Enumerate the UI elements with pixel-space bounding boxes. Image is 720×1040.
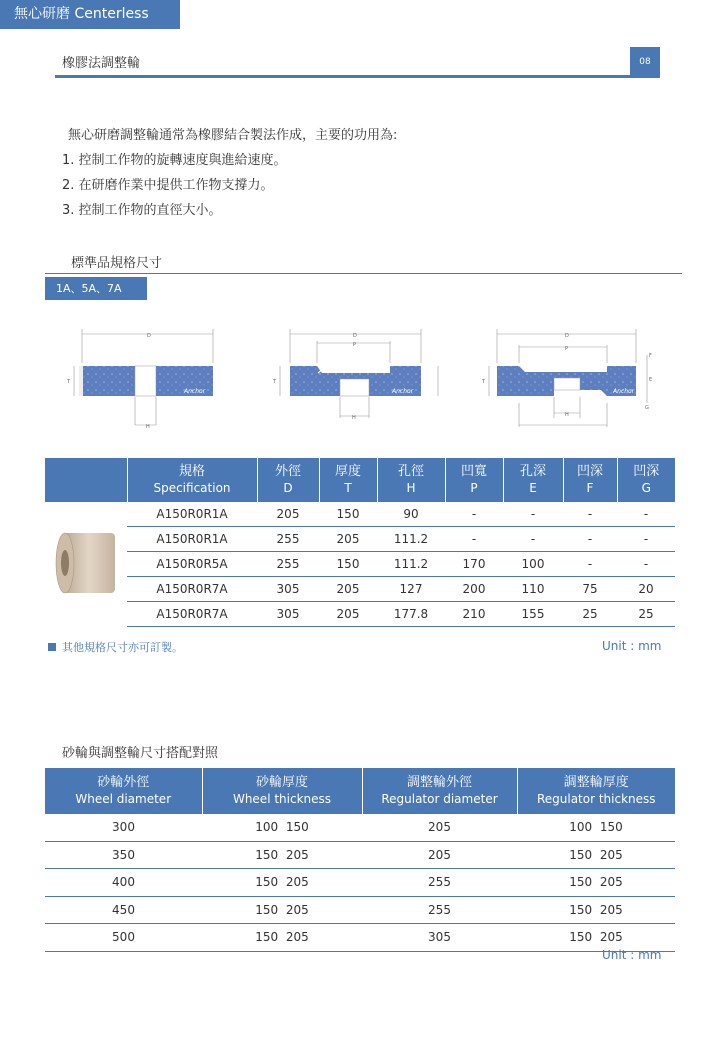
intro-point: 3. 控制工作物的直徑大小。: [62, 203, 222, 218]
cell-d: 255: [257, 527, 319, 552]
regulating-wheel-photo: [51, 523, 121, 603]
cell-p: 170: [445, 552, 503, 577]
cell-f: 75: [563, 577, 617, 602]
header-p: 凹寬 P: [445, 458, 503, 502]
diagram-type-5a: [270, 323, 445, 433]
product-photo: [45, 502, 127, 627]
dim-label: T: [67, 379, 71, 385]
cell-f: -: [563, 552, 617, 577]
cell-e: 110: [503, 577, 563, 602]
cell-d: 305: [257, 577, 319, 602]
header-d: 外徑 D: [257, 458, 319, 502]
table-row: [45, 602, 675, 627]
cell-g: -: [617, 552, 675, 577]
cell-e: -: [503, 527, 563, 552]
section-rule: [55, 75, 630, 78]
cell-p: 200: [445, 577, 503, 602]
cell-t: 205: [319, 577, 377, 602]
dim-label: D: [147, 333, 151, 339]
cell-h: 127: [377, 577, 445, 602]
match-unit: Unit : mm: [602, 948, 662, 962]
header-g: 凹深 G: [617, 458, 675, 502]
cell-t: 205: [319, 602, 377, 627]
table-row: [45, 869, 675, 897]
section-title: 橡膠法調整輪: [62, 56, 141, 71]
match-table: [45, 768, 675, 952]
cell-spec: A150R0R7A: [127, 602, 257, 627]
intro-point: 1. 控制工作物的旋轉速度與進給速度。: [62, 153, 287, 168]
intro-text: [62, 123, 397, 223]
header-wheel-diameter: 砂輪外徑 Wheel diameter: [45, 768, 202, 814]
dim-label: E: [649, 377, 653, 383]
cell-regulator-diameter: 305: [362, 924, 517, 952]
dim-label: H: [352, 415, 356, 421]
header-t: 厚度 T: [319, 458, 377, 502]
cell-wheel-thickness: 150 205: [202, 896, 362, 924]
cell-p: -: [445, 527, 503, 552]
standard-title: 標準品規格尺寸: [71, 256, 163, 271]
dim-label: T: [273, 379, 277, 385]
spec-header-row: [45, 458, 675, 502]
cell-wheel-thickness: 150 205: [202, 841, 362, 869]
cell-d: 305: [257, 602, 319, 627]
cell-regulator-thickness: 150 205: [517, 896, 675, 924]
cell-wheel-diameter: 350: [45, 841, 202, 869]
table-row: [45, 841, 675, 869]
cell-f: -: [563, 502, 617, 527]
types-tab: 1A、5A、7A: [45, 277, 147, 300]
cell-wheel-thickness: 150 205: [202, 924, 362, 952]
cell-wheel-diameter: 400: [45, 869, 202, 897]
table-row: [45, 527, 675, 552]
header-h: 孔徑 H: [377, 458, 445, 502]
page-number: 08: [630, 47, 660, 78]
cell-d: 205: [257, 502, 319, 527]
dim-label: G: [645, 405, 649, 411]
table-row: [45, 814, 675, 841]
header-spec: 規格 Specification: [127, 458, 257, 502]
bullet-square-icon: [48, 643, 56, 651]
cell-g: -: [617, 527, 675, 552]
cell-regulator-thickness: 150 205: [517, 841, 675, 869]
cell-h: 177.8: [377, 602, 445, 627]
cell-regulator-thickness: 150 205: [517, 869, 675, 897]
header-blank: [45, 458, 127, 502]
cell-wheel-diameter: 300: [45, 814, 202, 841]
header-f: 凹深 F: [563, 458, 617, 502]
header-regulator-thickness: 調整輪厚度 Regulator thickness: [517, 768, 675, 814]
diagram-type-1a: [62, 323, 222, 433]
cell-wheel-thickness: 100 150: [202, 814, 362, 841]
brand-mark: Anchor: [613, 388, 635, 395]
cell-regulator-diameter: 255: [362, 896, 517, 924]
cell-spec: A150R0R7A: [127, 577, 257, 602]
cell-h: 111.2: [377, 552, 445, 577]
dim-label: F: [649, 353, 652, 359]
cell-spec: A150R0R1A: [127, 502, 257, 527]
cell-d: 255: [257, 552, 319, 577]
table-row: [45, 552, 675, 577]
dim-label: P: [565, 346, 569, 352]
spec-table: [45, 458, 675, 627]
cell-g: 20: [617, 577, 675, 602]
dim-label: T: [482, 379, 486, 385]
dim-label: D: [353, 333, 357, 339]
cell-spec: A150R0R1A: [127, 527, 257, 552]
cell-regulator-diameter: 205: [362, 841, 517, 869]
cell-t: 150: [319, 552, 377, 577]
cell-g: 25: [617, 602, 675, 627]
header-regulator-diameter: 調整輪外徑 Regulator diameter: [362, 768, 517, 814]
dim-label: D: [565, 333, 569, 339]
cell-p: -: [445, 502, 503, 527]
spec-unit: Unit : mm: [602, 639, 662, 653]
header-e: 孔深 E: [503, 458, 563, 502]
cell-t: 150: [319, 502, 377, 527]
cell-e: -: [503, 502, 563, 527]
intro-point: 2. 在研磨作業中提供工作物支撐力。: [62, 178, 274, 193]
diagram-type-7a: [477, 323, 662, 433]
cell-e: 155: [503, 602, 563, 627]
cell-spec: A150R0R5A: [127, 552, 257, 577]
cell-regulator-diameter: 255: [362, 869, 517, 897]
intro-lead: 無心研磨調整輪通常為橡膠結合製法作成，主要的功用為:: [68, 128, 398, 143]
table-row: [45, 502, 675, 527]
table-row: [45, 924, 675, 952]
table-row: [45, 896, 675, 924]
cell-regulator-diameter: 205: [362, 814, 517, 841]
match-header-row: [45, 768, 675, 814]
cell-g: -: [617, 502, 675, 527]
cell-t: 205: [319, 527, 377, 552]
cell-h: 90: [377, 502, 445, 527]
cell-regulator-thickness: 150 205: [517, 924, 675, 952]
dim-label: H: [146, 424, 150, 430]
cell-h: 111.2: [377, 527, 445, 552]
cell-wheel-diameter: 500: [45, 924, 202, 952]
cell-wheel-diameter: 450: [45, 896, 202, 924]
dim-label: P: [353, 342, 357, 348]
cell-p: 210: [445, 602, 503, 627]
table-row: [45, 577, 675, 602]
brand-header: 無心研磨 Centerless: [0, 0, 180, 29]
custom-size-note: 其他規格尺寸亦可訂製。: [48, 639, 183, 655]
cell-e: 100: [503, 552, 563, 577]
match-title: 砂輪與調整輪尺寸搭配對照: [62, 746, 219, 761]
cell-f: 25: [563, 602, 617, 627]
brand-mark: Anchor: [184, 388, 206, 395]
standard-rule: [45, 273, 682, 274]
cell-f: -: [563, 527, 617, 552]
header-wheel-thickness: 砂輪厚度 Wheel thickness: [202, 768, 362, 814]
brand-mark: Anchor: [392, 388, 414, 395]
dim-label: H: [565, 412, 569, 418]
cell-regulator-thickness: 100 150: [517, 814, 675, 841]
cell-wheel-thickness: 150 205: [202, 869, 362, 897]
